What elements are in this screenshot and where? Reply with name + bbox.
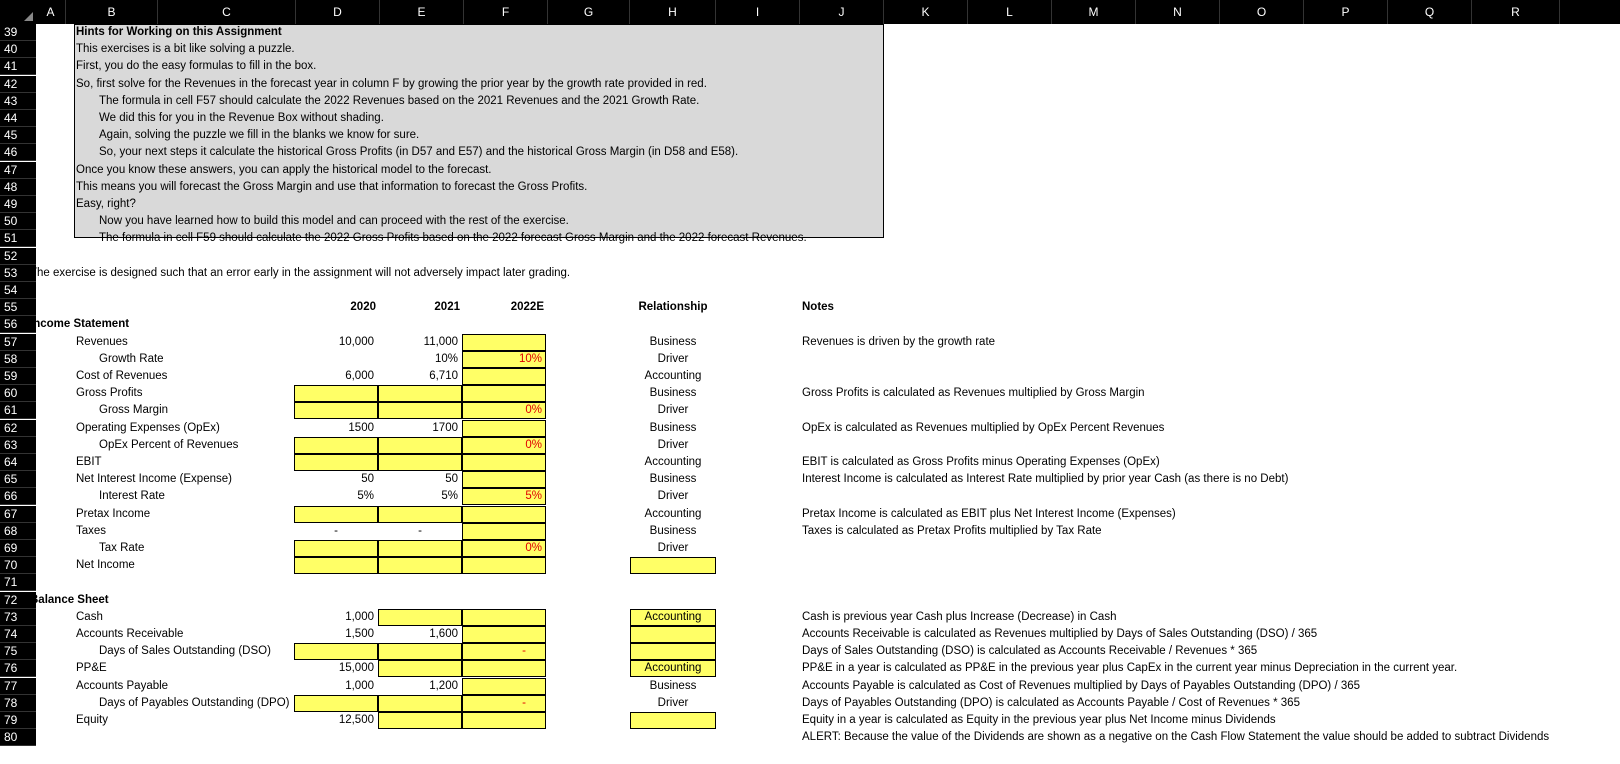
note-cell: Accounts Receivable is calculated as Revenues multiplied by Days of Sales Outstanding (DSO) / 365 xyxy=(802,628,1318,640)
note-cell: Interest Income is calculated as Interest Rate multiplied by prior year Cash (as there is no Debt) xyxy=(802,473,1289,486)
balance-value-d[interactable]: 1,500 xyxy=(345,628,374,640)
row-header-75[interactable]: 75 xyxy=(0,643,36,660)
relationship-cell: Business xyxy=(649,387,697,400)
row-header-48[interactable]: 48 xyxy=(0,179,36,196)
column-header-h[interactable]: H xyxy=(630,0,716,24)
row-header-77[interactable]: 77 xyxy=(0,678,36,695)
hint-line: Once you know these answers, you can apply the historical model to the forecast. xyxy=(76,163,492,176)
hint-line: This means you will forecast the Gross Margin and use that information to forecast the Gross Profits. xyxy=(76,180,588,193)
row-header-43[interactable]: 43 xyxy=(0,93,36,110)
row-header-40[interactable]: 40 xyxy=(0,41,36,58)
column-header-e[interactable]: E xyxy=(380,0,464,24)
income-label: Tax Rate xyxy=(99,542,145,554)
input-cell-f[interactable] xyxy=(462,609,546,626)
income-value-e[interactable]: 11,000 xyxy=(423,335,458,348)
row-header-58[interactable]: 58 xyxy=(0,351,36,368)
income-label: EBIT xyxy=(76,456,102,468)
row-header-54[interactable]: 54 xyxy=(0,282,36,299)
row-header-71[interactable]: 71 xyxy=(0,574,36,591)
relationship-cell: Business xyxy=(649,335,697,348)
relationship-cell: Driver xyxy=(657,352,689,365)
row-header-44[interactable]: 44 xyxy=(0,110,36,127)
balance-label: Equity xyxy=(76,714,108,726)
input-cell-f[interactable] xyxy=(462,420,546,437)
row-header-68[interactable]: 68 xyxy=(0,523,36,540)
note-cell: Cash is previous year Cash plus Increase (Decrease) in Cash xyxy=(802,610,1117,623)
relationship-cell: Accounting xyxy=(644,370,702,382)
note-cell: Days of Payables Outstanding (DPO) is calculated as Accounts Payable / Cost of Revenues * 365 xyxy=(802,696,1300,709)
row-header-46[interactable]: 46 xyxy=(0,144,36,161)
exercise-note: The exercise is designed such that an error early in the assignment will not adversely impact later grading. xyxy=(30,266,571,279)
balance-label: Days of Payables Outstanding (DPO) xyxy=(99,696,290,709)
income-label: Cost of Revenues xyxy=(76,370,168,382)
income-label: Gross Profits xyxy=(76,387,143,400)
income-label: Gross Margin xyxy=(99,404,169,417)
balance-value-d[interactable]: 1,000 xyxy=(345,679,374,692)
hint-line: We did this for you in the Revenue Box without shading. xyxy=(99,112,384,124)
note-cell: Accounts Payable is calculated as Cost of Revenues multiplied by Days of Payables Outstanding (DPO) / 365 xyxy=(802,679,1361,692)
input-cell-f[interactable] xyxy=(462,368,546,385)
income-label: Operating Expenses (OpEx) xyxy=(76,421,220,434)
column-header-i[interactable]: I xyxy=(716,0,800,24)
hint-line: This exercises is a bit like solving a puzzle. xyxy=(76,43,295,56)
note-cell: ALERT: Because the value of the Dividends are shown as a negative on the Cash Flow Statement the value should be added to subtract Dividends xyxy=(802,731,1550,744)
balance-value-e[interactable]: 1,600 xyxy=(429,628,458,640)
header-relationship: Relationship xyxy=(638,301,708,314)
income-value-d[interactable]: 1500 xyxy=(348,421,374,434)
row-header-41[interactable]: 41 xyxy=(0,58,36,75)
row-header-67[interactable]: 67 xyxy=(0,506,36,523)
row-header-66[interactable]: 66 xyxy=(0,488,36,505)
relationship-cell: Accounting xyxy=(644,456,702,468)
column-header-r[interactable]: R xyxy=(1472,0,1560,24)
income-value-e[interactable]: - xyxy=(418,524,422,537)
balance-label: Accounts Receivable xyxy=(76,628,184,640)
relationship-cell: Business xyxy=(649,679,697,692)
row-header-70[interactable]: 70 xyxy=(0,557,36,574)
note-cell: PP&E in a year is calculated as PP&E in the previous year plus CapEx in the current year minus Depreciation in the current year. xyxy=(802,662,1458,675)
row-header-64[interactable]: 64 xyxy=(0,454,36,471)
income-label: Growth Rate xyxy=(99,352,164,365)
relationship-cell: Driver xyxy=(657,696,689,709)
hint-line: So, your next steps it calculate the historical Gross Profits (in D57 and E57) and the historical Gross Margin (in D58 and E58). xyxy=(99,146,739,159)
input-cell-f[interactable] xyxy=(462,626,546,643)
relationship-cell: Accounting xyxy=(644,610,702,623)
input-cell-e[interactable] xyxy=(378,454,462,471)
row-header-76[interactable]: 76 xyxy=(0,660,36,677)
income-label: Net Income xyxy=(76,559,135,572)
column-header-p[interactable]: P xyxy=(1304,0,1388,24)
income-value-e[interactable]: 6,710 xyxy=(429,370,458,382)
balance-label: Cash xyxy=(76,610,103,623)
row-header-69[interactable]: 69 xyxy=(0,540,36,557)
income-value-f[interactable]: 0% xyxy=(525,438,542,451)
row-header-80[interactable]: 80 xyxy=(0,729,36,746)
input-cell-d[interactable] xyxy=(294,385,378,402)
column-header-c[interactable]: C xyxy=(158,0,296,24)
column-header-d[interactable]: D xyxy=(296,0,380,24)
income-value-d[interactable]: 10,000 xyxy=(338,335,374,348)
input-cell-f[interactable] xyxy=(462,334,546,351)
note-cell: Equity in a year is calculated as Equity in the previous year plus Net Income minus Dividends xyxy=(802,714,1276,726)
column-header-n[interactable]: N xyxy=(1136,0,1220,24)
income-label: Pretax Income xyxy=(76,507,151,520)
balance-label: PP&E xyxy=(76,662,107,675)
input-cell-rel[interactable] xyxy=(630,712,716,729)
row-header-57[interactable]: 57 xyxy=(0,334,36,351)
row-header-74[interactable]: 74 xyxy=(0,626,36,643)
column-header-o[interactable]: O xyxy=(1220,0,1304,24)
hint-line: Again, solving the puzzle we fill in the blanks we know for sure. xyxy=(99,129,420,142)
column-header-q[interactable]: Q xyxy=(1388,0,1472,24)
income-value-e[interactable]: 50 xyxy=(445,473,458,486)
input-cell-f[interactable] xyxy=(462,678,546,695)
row-header-45[interactable]: 45 xyxy=(0,127,36,144)
hint-line: So, first solve for the Revenues in the forecast year in column F by growing the prior year by the growth rate provided in red. xyxy=(76,77,707,90)
select-all-icon xyxy=(24,12,33,21)
row-header-53[interactable]: 53 xyxy=(0,265,36,282)
column-header-k[interactable]: K xyxy=(884,0,968,24)
input-cell-e[interactable] xyxy=(378,609,462,626)
balance-value-f[interactable]: - xyxy=(522,645,526,658)
input-cell-d[interactable] xyxy=(294,506,378,523)
income-label: Interest Rate xyxy=(99,490,165,503)
balance-value-d[interactable]: 15,000 xyxy=(338,662,374,675)
input-cell-d[interactable] xyxy=(294,643,378,660)
header-2020: 2020 xyxy=(350,301,376,314)
hint-line: The formula in cell F57 should calculate the 2022 Revenues based on the 2021 Revenues and the 2021 Growth Rate. xyxy=(99,94,700,107)
row-header-72[interactable]: 72 xyxy=(0,592,36,609)
hint-line: The formula in cell F59 should calculate the 2022 Gross Profits based on the 2022 forecast Gross Margin and the 2022 forecast Revenues. xyxy=(99,232,807,245)
input-cell-f[interactable] xyxy=(462,471,546,488)
relationship-cell: Business xyxy=(649,524,697,537)
input-cell-rel[interactable] xyxy=(630,626,716,643)
input-cell-rel[interactable] xyxy=(630,643,716,660)
column-header-m[interactable]: M xyxy=(1052,0,1136,24)
row-header-73[interactable]: 73 xyxy=(0,609,36,626)
input-cell-e[interactable] xyxy=(378,712,462,729)
income-label: Taxes xyxy=(76,524,107,537)
income-value-e[interactable]: 5% xyxy=(441,490,458,503)
income-value-d[interactable]: 6,000 xyxy=(345,370,374,382)
note-cell: Days of Sales Outstanding (DSO) is calculated as Accounts Receivable / Revenues * 365 xyxy=(802,645,1258,658)
row-header-65[interactable]: 65 xyxy=(0,471,36,488)
row-header-49[interactable]: 49 xyxy=(0,196,36,213)
input-cell-e[interactable] xyxy=(378,660,462,677)
income-value-e[interactable]: 1700 xyxy=(432,421,458,434)
hint-line: Easy, right? xyxy=(76,198,136,210)
relationship-cell: Driver xyxy=(657,490,689,503)
balance-value-d[interactable]: 1,000 xyxy=(345,610,374,623)
input-cell-f[interactable] xyxy=(462,557,546,574)
hint-line: Now you have learned how to build this model and can proceed with the rest of the exercise. xyxy=(99,215,569,228)
select-all-corner[interactable] xyxy=(0,0,36,24)
row-header-59[interactable]: 59 xyxy=(0,368,36,385)
column-header-j[interactable]: J xyxy=(800,0,884,24)
income-statement-title: Income Statement xyxy=(30,318,130,331)
row-header-51[interactable]: 51 xyxy=(0,230,36,247)
note-cell: Gross Profits is calculated as Revenues multiplied by Gross Margin xyxy=(802,387,1145,400)
income-label: OpEx Percent of Revenues xyxy=(99,438,239,451)
input-cell-e[interactable] xyxy=(378,540,462,557)
row-header-63[interactable]: 63 xyxy=(0,437,36,454)
relationship-cell: Driver xyxy=(657,438,689,451)
column-header-a[interactable]: A xyxy=(36,0,66,24)
column-header-f[interactable]: F xyxy=(464,0,548,24)
input-cell-d[interactable] xyxy=(294,540,378,557)
balance-label: Days of Sales Outstanding (DSO) xyxy=(99,645,271,658)
relationship-cell: Business xyxy=(649,473,697,486)
input-cell-e[interactable] xyxy=(378,643,462,660)
header-2021: 2021 xyxy=(434,301,460,314)
column-header-l[interactable]: L xyxy=(968,0,1052,24)
row-header-79[interactable]: 79 xyxy=(0,712,36,729)
input-cell-rel[interactable] xyxy=(630,557,716,574)
income-value-d[interactable]: 50 xyxy=(361,473,374,486)
row-header-56[interactable]: 56 xyxy=(0,316,36,333)
input-cell-e[interactable] xyxy=(378,437,462,454)
column-header-g[interactable]: G xyxy=(548,0,630,24)
input-cell-f[interactable] xyxy=(462,385,546,402)
income-value-f[interactable]: 0% xyxy=(525,542,542,554)
input-cell-f[interactable] xyxy=(462,660,546,677)
income-value-e[interactable]: 10% xyxy=(434,352,458,365)
note-cell: Pretax Income is calculated as EBIT plus Net Interest Income (Expenses) xyxy=(802,507,1176,520)
input-cell-e[interactable] xyxy=(378,385,462,402)
input-cell-f[interactable] xyxy=(462,506,546,523)
income-value-d[interactable]: 5% xyxy=(357,490,374,503)
balance-value-e[interactable]: 1,200 xyxy=(429,679,458,692)
input-cell-f[interactable] xyxy=(462,454,546,471)
relationship-cell: Business xyxy=(649,421,697,434)
input-cell-f[interactable] xyxy=(462,523,546,540)
input-cell-d[interactable] xyxy=(294,437,378,454)
row-header-47[interactable]: 47 xyxy=(0,162,36,179)
column-header-b[interactable]: B xyxy=(66,0,158,24)
relationship-cell: Accounting xyxy=(644,662,702,675)
header-notes: Notes xyxy=(802,301,834,314)
input-cell-e[interactable] xyxy=(378,506,462,523)
row-header-61[interactable]: 61 xyxy=(0,402,36,419)
input-cell-d[interactable] xyxy=(294,695,378,712)
balance-sheet-title: Balance Sheet xyxy=(30,593,109,606)
note-cell: Revenues is driven by the growth rate xyxy=(802,335,996,348)
balance-value-f[interactable]: - xyxy=(522,696,526,709)
income-value-f[interactable]: 10% xyxy=(518,352,542,365)
row-header-60[interactable]: 60 xyxy=(0,385,36,402)
row-header-62[interactable]: 62 xyxy=(0,420,36,437)
hints-title: Hints for Working on this Assignment xyxy=(76,26,282,38)
relationship-cell: Accounting xyxy=(644,507,702,520)
relationship-cell: Driver xyxy=(657,542,689,554)
row-header-50[interactable]: 50 xyxy=(0,213,36,230)
income-label: Net Interest Income (Expense) xyxy=(76,473,232,486)
input-cell-e[interactable] xyxy=(378,402,462,419)
income-label: Revenues xyxy=(76,335,128,348)
row-header-52[interactable]: 52 xyxy=(0,248,36,265)
row-header-55[interactable]: 55 xyxy=(0,299,36,316)
input-cell-f[interactable] xyxy=(462,712,546,729)
input-cell-e[interactable] xyxy=(378,695,462,712)
balance-value-d[interactable]: 12,500 xyxy=(338,714,374,726)
note-cell: EBIT is calculated as Gross Profits minus Operating Expenses (OpEx) xyxy=(802,456,1160,468)
relationship-cell: Driver xyxy=(657,404,689,417)
input-cell-d[interactable] xyxy=(294,402,378,419)
hint-line: First, you do the easy formulas to fill in the box. xyxy=(76,60,317,73)
header-2022e: 2022E xyxy=(510,301,544,314)
row-header-39[interactable]: 39 xyxy=(0,24,36,41)
income-value-f[interactable]: 5% xyxy=(525,490,542,503)
input-cell-d[interactable] xyxy=(294,454,378,471)
note-cell: OpEx is calculated as Revenues multiplied by OpEx Percent Revenues xyxy=(802,421,1165,434)
income-value-f[interactable]: 0% xyxy=(525,404,542,417)
income-value-d[interactable]: - xyxy=(334,524,338,537)
row-header-78[interactable]: 78 xyxy=(0,695,36,712)
balance-label: Accounts Payable xyxy=(76,679,169,692)
note-cell: Taxes is calculated as Pretax Profits multiplied by Tax Rate xyxy=(802,524,1102,537)
row-header-42[interactable]: 42 xyxy=(0,76,36,93)
input-cell-e[interactable] xyxy=(378,557,462,574)
input-cell-d[interactable] xyxy=(294,557,378,574)
